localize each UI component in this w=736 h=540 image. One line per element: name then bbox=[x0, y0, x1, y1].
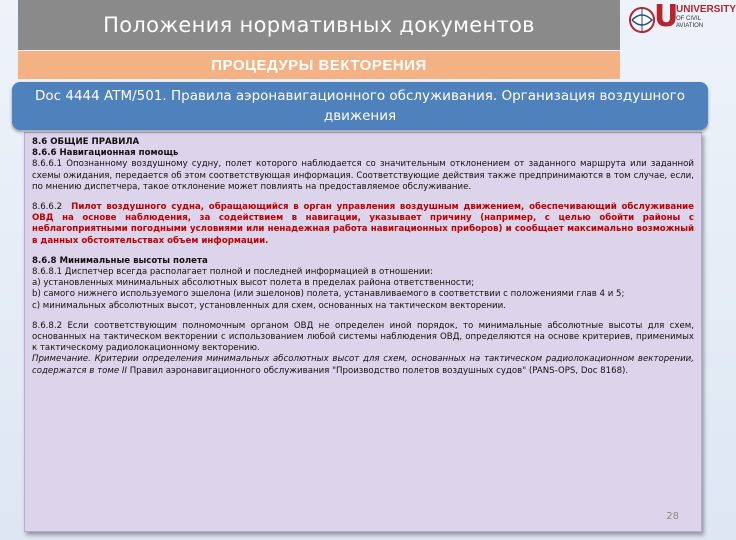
paragraph-8-6-6-2-number: 8.6.6.2 bbox=[32, 202, 63, 213]
note-italic-text: Критерии определения минимальных абсолютных высот для схем, основанных на тактическом радиолокационном векторении, содержатся в томе II bbox=[32, 354, 694, 376]
list-item-a: a) установленных минимальных абсолютных высот полета в пределах района ответственности; bbox=[32, 278, 475, 289]
heading-navigation-help: 8.6.6 Навигационная помощь bbox=[32, 148, 179, 159]
paragraph-8-6-6-2 bbox=[32, 202, 694, 247]
document-title-text: Doc 4444 ATM/501. Правила аэронавигационного обслуживания. Организация воздушного движения bbox=[35, 88, 685, 124]
section-subtitle: ПРОЦЕДУРЫ ВЕКТОРЕНИЯ bbox=[18, 51, 620, 79]
university-logo bbox=[628, 0, 736, 44]
logo-civil-aviation: OF CIVIL AVIATION bbox=[676, 16, 704, 29]
heading-min-altitudes: 8.6.8 Минимальные высоты полета bbox=[32, 255, 208, 266]
heading-general-rules: 8.6 ОБЩИЕ ПРАВИЛА bbox=[32, 137, 140, 147]
document-title bbox=[12, 82, 708, 130]
note-normal-text: Правил аэронавигационного обслуживания "Производство полетов воздушных судов" (PANS-OPS, Doc 8168). bbox=[129, 365, 629, 376]
page-number: 28 bbox=[666, 511, 679, 522]
note bbox=[32, 354, 694, 376]
slide-title: Положения нормативных документов bbox=[18, 0, 620, 50]
note-label: Примечание. bbox=[32, 354, 91, 365]
content-panel bbox=[24, 132, 702, 532]
list-item-b: b) самого нижнего используемого эшелона (или эшелонов) полета, устанавливаемого в соответствии с положениями глав 4 и 5; bbox=[32, 289, 625, 300]
list-item-c: c) минимальных абсолютных высот, установленных для схем, основанных на тактическом векторении. bbox=[32, 300, 506, 311]
paragraph-8-6-6-1: 8.6.6.1 Опознанному воздушному судну, полет которого наблюдается со значительным отклонением от заданного маршрута или заданной схемы ожидания, передается об этом соответствующая информация. Соответствующие действия также предпринимаются в том случае, если, по мнению диспетчера, такое отклонение может повлиять на предоставляемое обслуживание. bbox=[32, 159, 694, 192]
paragraph-8-6-6-2-highlight: Пилот воздушного судна, обращающийся в орган управления воздушным движением, обеспечивающий обслуживание ОВД на основе наблюдения, за содействием в навигации, указывает причину (например, с целью обойти районы с неблагоприятными погодными условиями или ненадежная работа навигационных приборов) и сообщает максимально возможный в данных обстоятельствах объем информации. bbox=[32, 202, 695, 246]
paragraph-8-6-8-2: 8.6.8.2 Если соответствующим полномочным органом ОВД не определен иной порядок, то минимальные абсолютные высоты для схем, основанных на тактическом векторении с использованием любой системы наблюдения ОВД, определяются на основе критериев, применимых к тактическому радиолокационному векторению. bbox=[32, 320, 694, 354]
logo-letter: U bbox=[654, 0, 679, 34]
logo-university: UNIVERSITY bbox=[676, 4, 736, 15]
paragraph-8-6-8-1: 8.6.8.1 Диспетчер всегда располагает полной и последней информацией в отношении: bbox=[32, 267, 433, 278]
